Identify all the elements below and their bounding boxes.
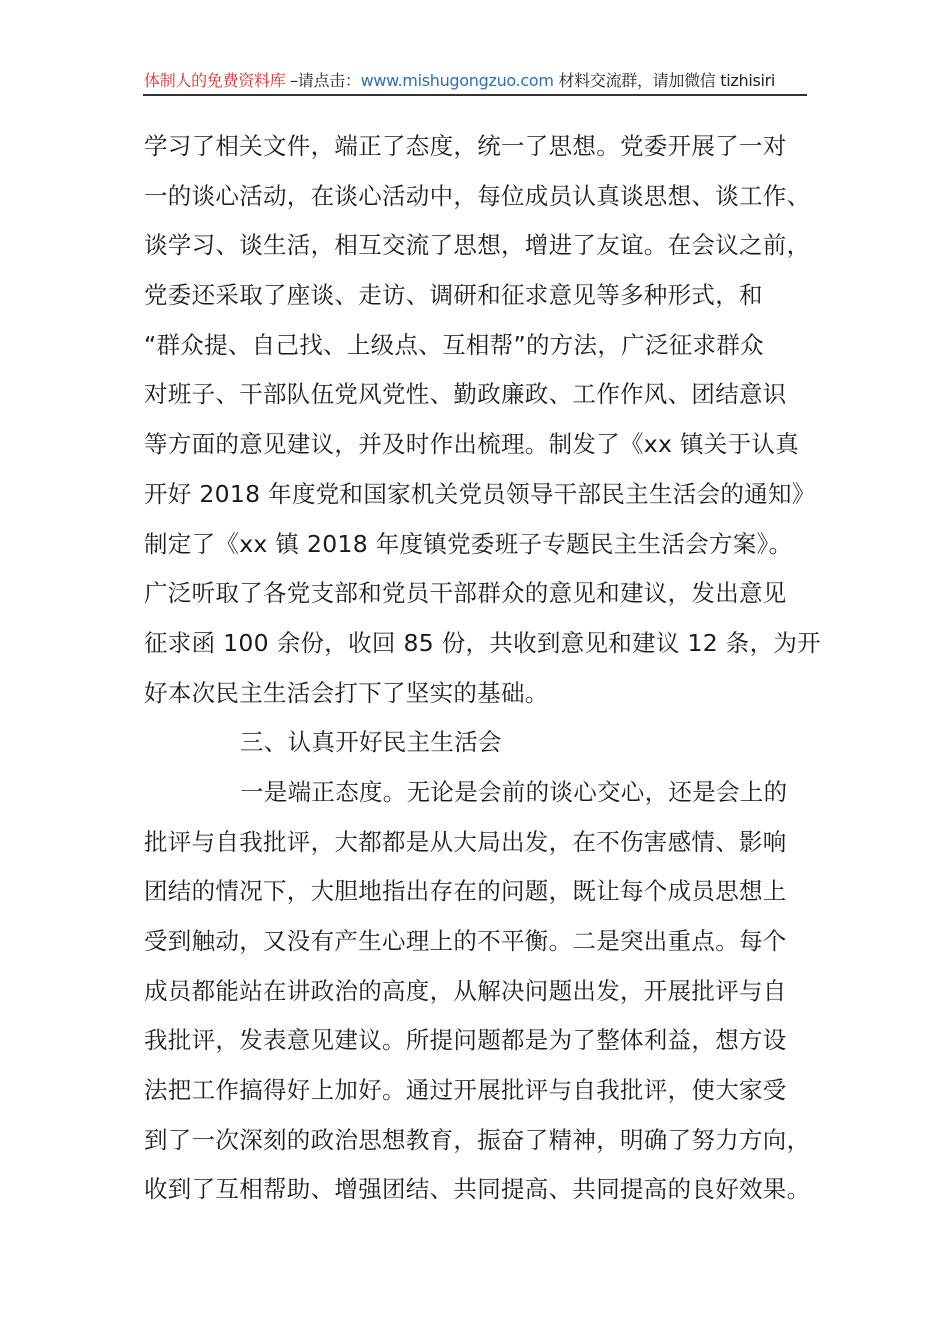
text-line: 我批评，发表意见建议。所提问题都是为了整体利益，想方设	[144, 1026, 787, 1055]
header-divider	[143, 94, 807, 96]
text-line: 谈学习、谈生活，相互交流了思想，增进了友谊。在会议之前，	[144, 231, 811, 260]
brand-text: 体制人的免费资料库	[144, 71, 286, 90]
text-line: 开好 2018 年度党和国家机关党员领导干部民主生活会的通知》	[144, 479, 816, 508]
text-line: 收到了互相帮助、增强团结、共同提高、共同提高的良好效果。	[144, 1175, 811, 1204]
text-line: 到了一次深刻的政治思想教育，振奋了精神，明确了努力方向，	[144, 1125, 811, 1154]
text-line: 广泛听取了各党支部和党员干部群众的意见和建议，发出意见	[144, 579, 787, 608]
text-line: 等方面的意见建议，并及时作出梳理。制发了《xx 镇关于认真	[144, 430, 799, 459]
text-line: 受到触动，又没有产生心理上的不平衡。二是突出重点。每个	[144, 927, 787, 955]
text-line: 一的谈心活动，在谈心活动中，每位成员认真谈思想、谈工作、	[144, 181, 811, 210]
text-line: 学习了相关文件，端正了态度，统一了思想。党委开展了一对	[144, 132, 787, 160]
text-line: 法把工作搞得好上加好。通过开展批评与自我批评，使大家受	[144, 1076, 787, 1105]
text-line: 制定了《xx 镇 2018 年度镇党委班子专题民主生活会方案》。	[144, 529, 793, 558]
text-line: 批评与自我批评，大都都是从大局出发，在不伤害感情、影响	[144, 827, 787, 856]
text-line: 成员都能站在讲政治的高度，从解决问题出发，开展批评与自	[144, 976, 787, 1005]
wechat-note: 材料交流群，请加微信 tizhisiri	[553, 71, 776, 90]
website-link[interactable]: www.mishugongzuo.com	[360, 71, 554, 90]
text-line: 党委还采取了座谈、走访、调研和征求意见等多种形式，和	[144, 281, 763, 310]
text-line: “群众提、自己找、上级点、互相帮”的方法，广泛征求群众	[144, 330, 764, 359]
text-line: 对班子、干部队伍党风党性、勤政廉政、工作作风、团结意识	[144, 380, 787, 409]
document-body	[144, 122, 824, 1215]
text-line: 征求函 100 余份，收回 85 份，共收到意见和建议 12 条，为开	[144, 628, 821, 657]
text-line: 团结的情况下，大胆地指出存在的问题，既让每个成员思想上	[144, 877, 787, 906]
text-line: 好本次民主生活会打下了坚实的基础。	[144, 678, 549, 707]
page-header-banner	[144, 68, 808, 94]
click-prompt: –请点击：	[285, 71, 361, 90]
text-line: 一是端正态度。无论是会前的谈心交心，还是会上的	[240, 777, 788, 806]
section-heading: 三、认真开好民主生活会	[240, 728, 502, 757]
